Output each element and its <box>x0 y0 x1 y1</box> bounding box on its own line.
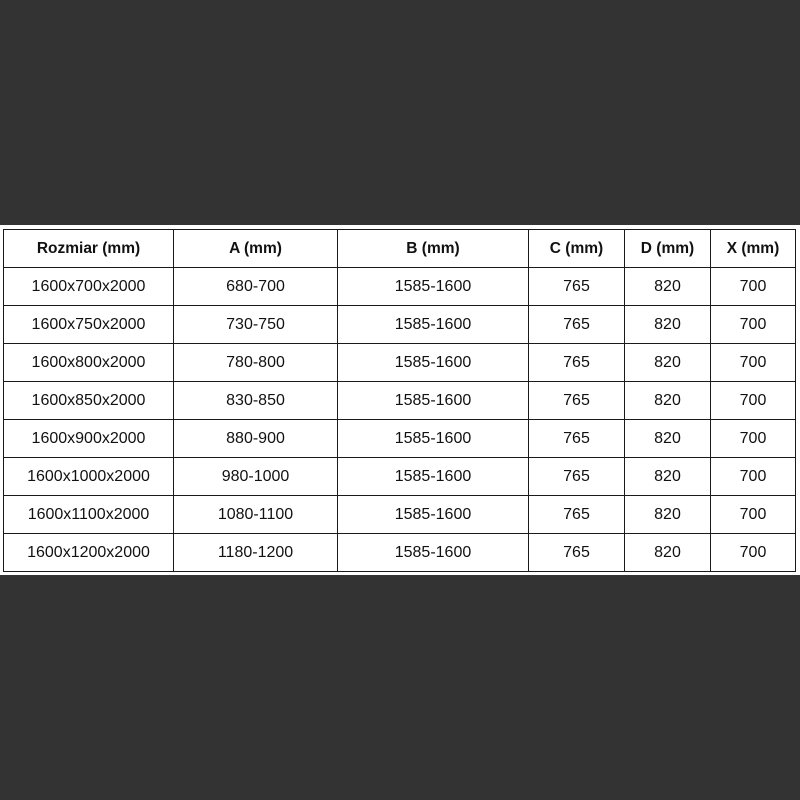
cell-d: 820 <box>625 344 711 382</box>
dimensions-table <box>3 229 796 572</box>
cell-x: 700 <box>711 534 796 572</box>
cell-size: 1600x1200x2000 <box>4 534 174 572</box>
cell-d: 820 <box>625 458 711 496</box>
cell-d: 820 <box>625 420 711 458</box>
cell-size: 1600x850x2000 <box>4 382 174 420</box>
cell-x: 700 <box>711 268 796 306</box>
cell-c: 765 <box>529 496 625 534</box>
cell-a: 880-900 <box>174 420 338 458</box>
table-row <box>4 344 796 382</box>
cell-d: 820 <box>625 382 711 420</box>
cell-b: 1585-1600 <box>338 458 529 496</box>
cell-a: 830-850 <box>174 382 338 420</box>
cell-b: 1585-1600 <box>338 344 529 382</box>
cell-c: 765 <box>529 268 625 306</box>
cell-b: 1585-1600 <box>338 382 529 420</box>
cell-d: 820 <box>625 534 711 572</box>
header-b: B (mm) <box>338 230 529 268</box>
cell-x: 700 <box>711 382 796 420</box>
cell-size: 1600x1100x2000 <box>4 496 174 534</box>
cell-a: 730-750 <box>174 306 338 344</box>
cell-a: 1180-1200 <box>174 534 338 572</box>
cell-b: 1585-1600 <box>338 268 529 306</box>
header-c: C (mm) <box>529 230 625 268</box>
table-row <box>4 458 796 496</box>
header-x: X (mm) <box>711 230 796 268</box>
cell-size: 1600x900x2000 <box>4 420 174 458</box>
cell-x: 700 <box>711 306 796 344</box>
table-header-row <box>4 230 796 268</box>
cell-c: 765 <box>529 306 625 344</box>
cell-b: 1585-1600 <box>338 420 529 458</box>
cell-d: 820 <box>625 306 711 344</box>
cell-a: 980-1000 <box>174 458 338 496</box>
cell-size: 1600x750x2000 <box>4 306 174 344</box>
cell-d: 820 <box>625 268 711 306</box>
cell-c: 765 <box>529 420 625 458</box>
cell-a: 1080-1100 <box>174 496 338 534</box>
table-row <box>4 420 796 458</box>
cell-c: 765 <box>529 458 625 496</box>
cell-c: 765 <box>529 382 625 420</box>
cell-x: 700 <box>711 344 796 382</box>
table-row <box>4 496 796 534</box>
cell-a: 780-800 <box>174 344 338 382</box>
table-panel <box>0 225 800 575</box>
cell-size: 1600x1000x2000 <box>4 458 174 496</box>
cell-size: 1600x800x2000 <box>4 344 174 382</box>
cell-c: 765 <box>529 344 625 382</box>
cell-d: 820 <box>625 496 711 534</box>
cell-b: 1585-1600 <box>338 534 529 572</box>
cell-b: 1585-1600 <box>338 306 529 344</box>
cell-x: 700 <box>711 496 796 534</box>
cell-c: 765 <box>529 534 625 572</box>
header-d: D (mm) <box>625 230 711 268</box>
cell-x: 700 <box>711 458 796 496</box>
cell-x: 700 <box>711 420 796 458</box>
cell-b: 1585-1600 <box>338 496 529 534</box>
cell-size: 1600x700x2000 <box>4 268 174 306</box>
header-rozmiar: Rozmiar (mm) <box>4 230 174 268</box>
table-row <box>4 306 796 344</box>
table-row <box>4 268 796 306</box>
cell-a: 680-700 <box>174 268 338 306</box>
header-a: A (mm) <box>174 230 338 268</box>
table-row <box>4 534 796 572</box>
table-row <box>4 382 796 420</box>
